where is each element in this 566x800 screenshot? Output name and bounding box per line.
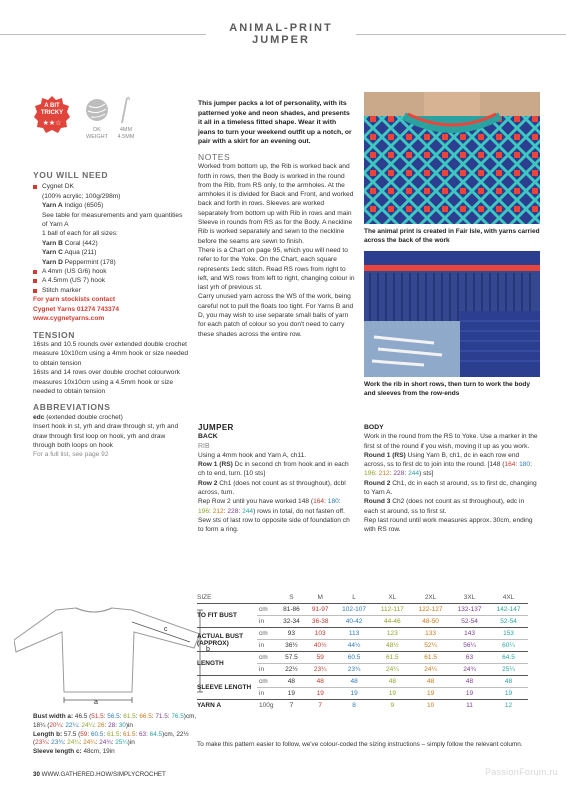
value-cell: 52¼	[411, 640, 450, 652]
unit-cell: in	[257, 688, 277, 700]
notes-p3: Carry unused yarn across the WS of the work, being careful not to pull the floats too tight. For Yarns B and D, you may wish to use separate small balls of yarn for each patch of colour so you don't need to carry these shades across the entire row.	[198, 293, 354, 338]
value-cell: 36-38	[306, 616, 335, 628]
value-cell: 60.5	[335, 652, 374, 664]
yarn-name: Cygnet DK	[42, 183, 74, 191]
body-rep: Rep last round until work measures approx. 30cm, ending with RS row.	[364, 516, 533, 534]
row-label: LENGTH	[197, 652, 257, 676]
value-cell: 63	[450, 652, 489, 664]
row-label: SLEEVE LENGTH	[197, 676, 257, 700]
value-cell: 19	[277, 688, 306, 700]
back-heading: BACK	[198, 433, 218, 441]
value-cell: 48	[335, 676, 374, 688]
badge-line2: TRICKY	[40, 110, 64, 116]
value-cell: 48	[306, 676, 335, 688]
size-col-header: M	[317, 594, 323, 601]
value-cell: 113	[335, 628, 374, 640]
stockists-phone: Cygnet Yarns 01274 743374	[33, 305, 120, 313]
size-header-row	[197, 592, 528, 604]
value-cell: 122-127	[411, 604, 450, 616]
row-label: TO FIT BUST	[197, 604, 257, 628]
page-title: ANIMAL-PRINT JUMPER	[206, 22, 356, 46]
value-cell: 52-54	[489, 616, 528, 628]
jumper-heading: JUMPER	[198, 423, 234, 432]
row-label: YARN A	[197, 700, 257, 712]
star-rating-icon: ★★☆	[42, 120, 62, 127]
value-cell: 12	[489, 700, 528, 712]
value-cell: 81-86	[277, 604, 306, 616]
jumper-section: JUMPER BACK RIB Using a 4mm hook and Yarn A, ch11. Row 1 (RS) Dc in second ch from hook and in each ch to end, turn. [10 sts] Row 2 Ch1 (does not count as st throughout), dcbl across, turn. Rep Row 2 until you have worked 148 (164: 180: 196: 212: 228: 244) rows in total, do not fasten off. Sew sts of last row to opposite side of foundation ch to form a ring.	[198, 423, 355, 535]
crochet-hook-icon	[119, 96, 131, 124]
body-section: BODY Work in the round from the RS to Yoke. Use a marker in the first st of the round if you wish, moving it up as you work. Round 1 (RS) Using Yarn B, ch1, dc in each row end across, ss to first dc to join into the round. [148 (164: 180: 196: 212: 228: 244) sts] Round 2 Ch1, dc in each st around, ss to first dc, changing to Yarn A. Round 3 Ch2 (does not count as st throughout), edc in each st around, ss to first st. Rep last round until work measures approx. 30cm, ending with RS row.	[364, 423, 540, 535]
page-number: 30	[33, 771, 40, 778]
value-cell: 48	[374, 676, 412, 688]
body-heading: BODY	[364, 424, 384, 431]
unit-cell: 100g	[257, 700, 277, 712]
yarn-desc: (100% acrylic; 100g/298m)	[42, 192, 121, 200]
yarn-note: See table for measurements and yarn quantities of Yarn A	[42, 211, 183, 229]
photo-caption-2: Work the rib in short rows, then turn to work the body and sleeves from the row-ends	[364, 381, 530, 397]
unit-cell: in	[257, 616, 277, 628]
diagram-label-c: c	[164, 626, 168, 633]
size-label: SIZE	[197, 594, 212, 601]
hook-size-label: 4MM 4.5MM	[117, 127, 135, 140]
footer-url[interactable]: WWW.GATHERED.HOW/SIMPLYCROCHET	[41, 771, 166, 778]
intro-text: This jumper packs a lot of personality, with its patterned yoke and neon shades, and presents it all in a timeless fitted shape. Wear it with jeans to turn your weekend outfit up a notch, or pair with a skirt for an evening out.	[198, 100, 352, 146]
value-cell: 48	[411, 676, 450, 688]
value-cell: 24¾	[450, 664, 489, 676]
value-cell: 25¼	[489, 664, 528, 676]
abbrev-term: edc	[33, 413, 45, 421]
value-cell: 59	[306, 652, 335, 664]
notes-column	[198, 99, 355, 339]
value-cell: 7	[306, 700, 335, 712]
value-cell: 44-46	[374, 616, 412, 628]
value-cell: 48½	[374, 640, 412, 652]
value-cell: 48-50	[411, 616, 450, 628]
watermark: PassionForum.ru	[484, 767, 558, 777]
website-link[interactable]: www.cygnetyarns.com	[33, 315, 105, 323]
table-row	[197, 628, 528, 640]
measurements-text: Bust width a: 46.5 (51.5: 56.5: 61.5: 66.5: 71.5: 76.5)cm, 18¼ (20¼: 22¼: 24¼: 26: 28: 30)in Length b: 57.5 (59: 60.5: 61.5: 61.5: 63: 64.5)cm, 22½ (23¼: 23¾: 24¼: 24¼: 24¾: 25¼)in Sleeve length c: 48cm, 19in	[33, 713, 197, 756]
value-cell: 61.5	[374, 652, 412, 664]
unit-cell: cm	[257, 676, 277, 688]
bullet-icon	[33, 185, 37, 189]
value-cell: 48	[450, 676, 489, 688]
bullet-icon	[33, 270, 37, 274]
value-cell: 123	[374, 628, 412, 640]
value-cell: 56¼	[450, 640, 489, 652]
size-col-header: L	[352, 594, 356, 601]
rib-photo	[364, 251, 540, 377]
value-cell: 60¼	[489, 640, 528, 652]
value-cell: 48	[489, 676, 528, 688]
value-cell: 112-117	[374, 604, 412, 616]
size-col-header: 2XL	[424, 594, 437, 601]
unit-cell: cm	[257, 652, 277, 664]
jumper-instruction: Using a 4mm hook and Yarn A, ch11.	[198, 451, 307, 459]
photo-caption-1: The animal print is created in Fair Isle, with yarns carried across the back of the work	[364, 228, 540, 244]
value-cell: 142-147	[489, 604, 528, 616]
tension-text-1: 16sts and 10.5 rounds over extended double crochet measure 10x10cm using a 4mm hook or size needed to obtain tension	[33, 340, 189, 367]
value-cell: 143	[450, 628, 489, 640]
full-list-link[interactable]: For a full list, see page 92	[33, 451, 109, 459]
badge-line1: A BIT	[44, 103, 60, 109]
bullet-icon	[33, 279, 37, 283]
value-cell: 44½	[335, 640, 374, 652]
unit-cell: cm	[257, 604, 277, 616]
difficulty-badge	[33, 95, 71, 133]
value-cell: 93	[277, 628, 306, 640]
value-cell: 19	[450, 688, 489, 700]
value-cell: 22½	[277, 664, 306, 676]
table-row	[197, 700, 528, 712]
footer	[33, 771, 166, 778]
notes-heading: NOTES	[198, 151, 231, 162]
value-cell: 40½	[306, 640, 335, 652]
table-note: To make this pattern easier to follow, we've colour-coded the sizing instructions – simply follow the relevant column.	[197, 741, 523, 748]
diagram-label-b: b	[206, 646, 210, 653]
yarn-ball-icon	[85, 98, 109, 122]
rep-row: Rep Row 2 until you have worked 148 (164: 180: 196: 212: 228: 244) rows in total, do not fasten off.	[198, 498, 345, 515]
value-cell: 40-42	[335, 616, 374, 628]
value-cell: 19	[411, 688, 450, 700]
size-col-header: XL	[388, 594, 397, 601]
section-heading: YOU WILL NEED	[33, 170, 109, 180]
unit-cell: cm	[257, 628, 277, 640]
value-cell: 36½	[277, 640, 306, 652]
value-cell: 19	[306, 688, 335, 700]
diagram-label-a: a	[94, 699, 98, 706]
value-cell: 9	[374, 700, 412, 712]
value-cell: 61.5	[411, 652, 450, 664]
sizes-table	[197, 592, 528, 711]
row-label: ACTUAL BUST (APPROX)	[197, 628, 257, 652]
value-cell: 32-34	[277, 616, 306, 628]
value-cell: 48	[277, 676, 306, 688]
garment-diagram	[14, 600, 219, 710]
value-cell: 132-137	[450, 604, 489, 616]
table-row	[197, 676, 528, 688]
size-col-header: 3XL	[463, 594, 476, 601]
table-row	[197, 604, 528, 616]
yoke-photo	[364, 92, 540, 224]
yarn-weight-label: DK WEIGHT	[86, 127, 108, 140]
unit-cell: in	[257, 664, 277, 676]
value-cell: 19	[335, 688, 374, 700]
value-cell: 133	[411, 628, 450, 640]
value-cell: 153	[489, 628, 528, 640]
stockists-line: For yarn stockists contact	[33, 296, 116, 304]
notes-p1: Worked from bottom up, the Rib is worked back and forth in rows, then the Body is worked in the round from the Rib, from RS only, to the armholes. At the armholes it is divided for Back and Front, and worked back and forth in rows. Sleeves are worked separately from bottom up with Rib in rows and main Sleeve in rounds from RS as for the Body. A neckline Rib is worked separately and sewn to the neckline before the seams are sewn to finish.	[198, 163, 354, 245]
abbrev-text: Insert hook in st, yrh and draw through st, yrh and draw through first loop on hook, yrh and draw through both loops on hook	[33, 423, 179, 449]
unit-cell: in	[257, 640, 277, 652]
value-cell: 103	[306, 628, 335, 640]
value-cell: 23¾	[335, 664, 374, 676]
value-cell: 91-97	[306, 604, 335, 616]
table-row	[197, 652, 528, 664]
size-col-header: S	[289, 594, 294, 601]
all-sizes-note: 1 ball of each for all sizes:	[42, 230, 118, 238]
value-cell: 19	[374, 688, 412, 700]
value-cell: 24¼	[374, 664, 412, 676]
value-cell: 64.5	[489, 652, 528, 664]
bullet-icon	[33, 289, 37, 293]
value-cell: 23¼	[306, 664, 335, 676]
value-cell: 19	[489, 688, 528, 700]
value-cell: 10	[411, 700, 450, 712]
value-cell: 57.5	[277, 652, 306, 664]
you-will-need-section: YOU WILL NEED Cygnet DK (100% acrylic; 100g/298m) Yarn A Indigo (6505) See table for measurements and yarn quantities of Yarn A 1 ball of each for all sizes: Yarn B Coral (442) Yarn C Aqua (211) Yarn D Peppermint (178) A 4mm (US G/6) hook A 4.5mm (US 7) hook Stitch marker For yarn stockists contact Cygnet Yarns 01274 743374 www.cygnetyarns.com TENSION 16sts and 10.5 rounds over extended double crochet measure 10x10cm using a 4mm hook or size needed to obtain tension 16sts and 14 rows over double crochet colourwork measures 10x10cm using a 4.5mm hook or size needed to obtain tension ABBREVIATIONS edc (extended double crochet) Insert hook in st, yrh and draw through st, yrh and draw through first loop on hook, yrh and draw through both loops on hook For a full list, see page 92	[33, 170, 189, 459]
tension-text-2: 16sts and 14 rows over double crochet colourwork measures 10x10cm using a 4.5mm hook or size needed to obtain tension	[33, 369, 180, 395]
value-cell: 102-107	[335, 604, 374, 616]
notes-p2: There is a Chart on page 95, which you will need to refer to for the Yoke. On the Chart, each square represents 1edc stitch. Read RS rows from right to left, and WS rows from left to right, changing colour in last yrh of previous st.	[198, 246, 355, 292]
tension-heading: TENSION	[33, 329, 75, 340]
value-cell: 11	[450, 700, 489, 712]
abbreviations-heading: ABBREVIATIONS	[33, 402, 111, 413]
sew-instruction: Sew sts of last row to opposite side of foundation ch to form a ring.	[198, 516, 350, 534]
value-cell: 7	[277, 700, 306, 712]
value-cell: 24¼	[411, 664, 450, 676]
body-p1: Work in the round from the RS to Yoke. Use a marker in the first st of the round if you wish, moving it up as you work.	[364, 433, 538, 450]
value-cell: 52-54	[450, 616, 489, 628]
value-cell: 8	[335, 700, 374, 712]
rib-heading: RIB	[198, 442, 210, 450]
size-col-header: 4XL	[502, 594, 515, 601]
